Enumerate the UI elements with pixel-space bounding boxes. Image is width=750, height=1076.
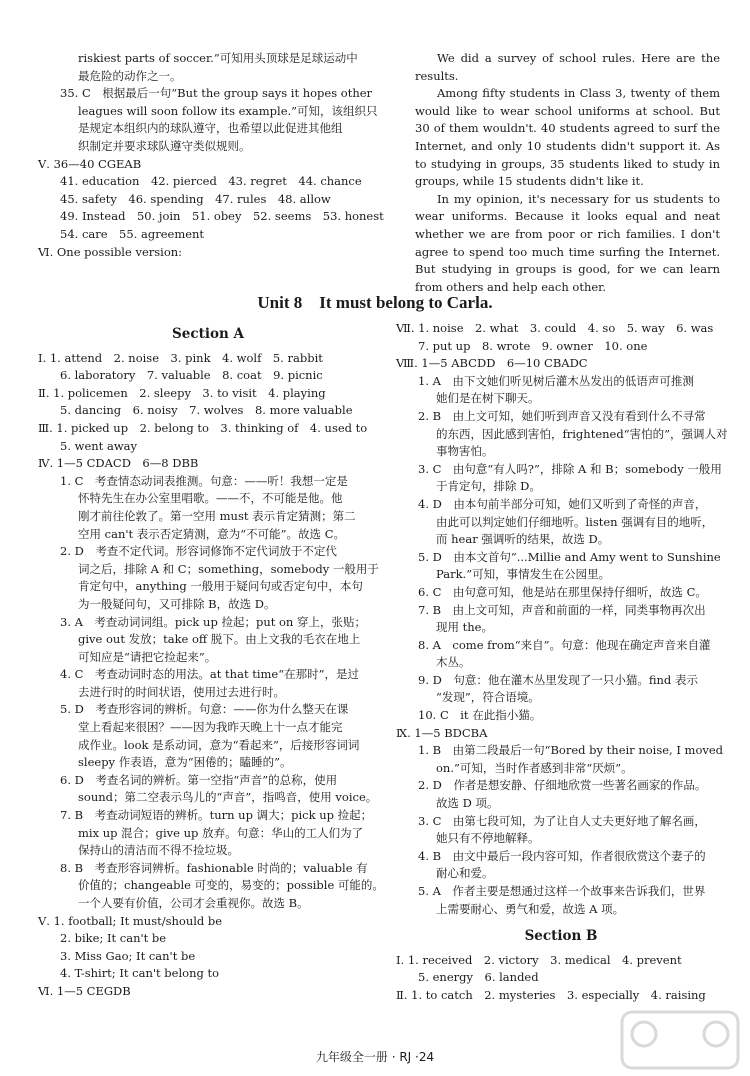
section-a-heading: Section A [172, 326, 244, 342]
answer-line: 4. C 考查动词时态的用法。at that time“在那时”，是过 [60, 667, 359, 682]
answer-line: 最危险的动作之一。 [78, 68, 182, 83]
section-b-heading: Section B [524, 928, 598, 945]
answer-line: Ⅱ. 1. to catch 2. mysteries 3. especially 4. raising [396, 987, 706, 1002]
answer-line: Ⅱ. 1. policemen 2. sleepy 3. to visit 4. playing [38, 385, 326, 400]
answer-line: 2. B 由上文可知，她们听到声音又没有看到什么不寻常 [418, 408, 706, 423]
section-a-answers [38, 350, 384, 1001]
answer-line: 35. C 根据最后一句“But the group says it hopes other [60, 86, 373, 101]
answer-line: 上需要耐心、勇气和爱，故选 A 项。 [436, 901, 625, 916]
answer-line: sound；第二空表示鸟儿的“声音”，指鸣音，使用 voice。 [78, 790, 378, 805]
answer-line: 5. A 作者主要是想通过这样一个故事来告诉我们，世界 [418, 884, 706, 898]
answer-line: 耐心和爱。 [436, 866, 494, 881]
answer-line: give out 发放；take off 脱下。由上文我的毛衣在地上 [78, 632, 361, 647]
answer-line: 她们是在树下聊天。 [436, 391, 540, 406]
answer-line: 的东西，因此感到害怕，frightened“害怕的”，强调人对 [436, 426, 728, 441]
answer-line: 49. Instead 50. join 51. obey 52. seems 53. honest [60, 209, 384, 224]
answer-line: mix up 混合；give up 放弃。句意：华山的工人们为了 [78, 825, 364, 840]
section-b-answers [396, 952, 726, 1005]
answer-line: 6. D 考查名词的辨析。第一空指“声音”的总称，使用 [60, 772, 338, 787]
answer-line: 8. A come from“来自”。句意：他现在确定声音来自灌 [418, 637, 711, 652]
answer-line: Ⅰ. 1. received 2. victory 3. medical 4. prevent [396, 952, 682, 967]
answer-line: 1. A 由下文她们听见树后灌木丛发出的低语声可推测 [418, 373, 694, 388]
answer-line: 2. D 作者是想安静、仔细地欣赏一些著名画家的作品。 [418, 778, 707, 793]
answer-line: 保持山的清洁而不得不捡垃圾。 [78, 843, 239, 858]
answer-line: on.”可知，当时作者感到非常“厌烦”。 [436, 760, 633, 775]
answer-line: 5. dancing 6. noisy 7. wolves 8. more valuable [60, 403, 353, 418]
answer-line: 5. went away [60, 438, 138, 453]
page-footer: 九年级全一册 · RJ ·24 [315, 1050, 435, 1064]
answer-line: 7. B 由上文可知，声音和前面的一样，同类事物再次出 [418, 602, 706, 617]
answer-line: 5. D 考查形容词的辨析。句意：——你为什么整天在课 [60, 702, 349, 717]
answer-line: 1. C 考查情态动词表推测。句意：——听！我想一定是 [60, 473, 348, 488]
answer-line: 现用 the。 [436, 620, 493, 635]
answer-line: 8. B 考查形容词辨析。fashionable 时尚的；valuable 有 [60, 860, 368, 875]
section-a-answers-cont [396, 320, 726, 918]
top-left-answers [38, 50, 384, 261]
answer-line: 2. bike; It can't be [60, 931, 167, 946]
right-column [396, 320, 726, 1005]
answer-line: 而 hear 强调听的结果，故选 D。 [436, 532, 610, 547]
answer-line: Ⅳ. 1—5 CDACD 6—8 DBB [38, 456, 199, 471]
answer-line: 词之后，排除 A 和 C；something，somebody 一般用于 [78, 561, 379, 576]
answer-line: 3. Miss Gao; It can't be [60, 948, 196, 963]
essay-paragraph: Among fifty students in Class 3, twenty of them would like to wear school uniforms at school. But 30 of them wouldn't. 40 students agreed to surf the Internet, and only 10 students didn't support it. As to studying in groups, 35 students liked to study in groups, while 15 students didn't like it. [415, 86, 720, 189]
answer-line: 6. laboratory 7. valuable 8. coat 9. picnic [60, 368, 323, 383]
answer-line: 4. B 由文中最后一段内容可知，作者很欣赏这个妻子的 [418, 848, 706, 863]
answer-line: 3. C 由第七段可知，为了让自人丈夫更好地了解名画， [418, 813, 706, 828]
answer-line: 一个人要有价值，公司才会重视你。故选 B。 [78, 896, 309, 910]
answer-line: 3. A 考查动词词组。pick up 捡起；put on 穿上，张贴； [60, 614, 366, 629]
answer-line: Ⅵ. One possible version: [38, 244, 183, 259]
answer-line: 41. education 42. pierced 43. regret 44. chance [60, 174, 362, 189]
answer-line: 肯定句中，anything 一般用于疑问句或否定句中，本句 [78, 579, 363, 594]
answer-line: 9. D 句意：他在灌木丛里发现了一只小猫。find 表示 [418, 672, 698, 687]
answer-line: 价值的；changeable 可变的，易变的；possible 可能的。 [78, 878, 384, 893]
answer-line: 去进行时的时间状语，使用过去进行时。 [78, 684, 285, 699]
answer-line: Ⅶ. 1. noise 2. what 3. could 4. so 5. way 6. was [396, 321, 714, 335]
answer-line: 她只有不停地解释。 [436, 831, 540, 846]
answer-line: 堂上看起来很困？——因为我昨天晚上十一点才能完 [78, 720, 343, 735]
essay-paragraph: We did a survey of school rules. Here are the results. [415, 51, 720, 83]
answer-line: 6. C 由句意可知，他是站在那里保持仔细听，故选 C。 [418, 584, 707, 599]
answer-line: sleepy 作表语，意为“困倦的；瞌睡的”。 [78, 755, 292, 770]
answer-line: Ⅲ. 1. picked up 2. belong to 3. thinking of 4. used to [38, 420, 368, 435]
answer-line: 7. put up 8. wrote 9. owner 10. one [418, 338, 648, 353]
answer-line: 成作业。look 是系动词，意为“看起来”，后接形容词词 [78, 737, 360, 752]
answer-line: 45. safety 46. spending 47. rules 48. allow [60, 191, 331, 206]
answer-line: 10. C it 在此指小猫。 [418, 708, 542, 723]
answer-line: 织制定并要求球队遵守类似规则。 [78, 138, 251, 153]
answer-line: Ⅴ. 36—40 CGEAB [38, 156, 142, 171]
answer-line: 3. C 由句意“有人吗?”，排除 A 和 B；somebody 一般用 [418, 461, 722, 476]
answer-line: “发现”，符合语境。 [436, 690, 540, 705]
answer-line: Ⅵ. 1—5 CEGDB [38, 983, 131, 998]
answer-line: 7. B 考查动词短语的辨析。turn up 调大；pick up 捡起； [60, 808, 373, 823]
answer-line: Ⅸ. 1—5 BDCBA [396, 725, 488, 740]
answer-line: 空用 can't 表示否定猜测，意为“不可能”。故选 C。 [78, 526, 346, 541]
answer-line: riskiest parts of soccer.”可知用头顶球是足球运动中 [78, 51, 358, 65]
answer-line: 可知应是“请把它捡起来”。 [78, 649, 217, 664]
essay-paragraph: In my opinion, it's necessary for us students to wear uniforms. Because it looks equal and neat whether we are from poor or rich families. I don't agree to spend too much time surfing the Internet. But studying in groups is good, for we can learn from others and help each other. [415, 191, 720, 294]
answer-line: 5. D 由本文首句“...Millie and Amy went to Sunshine [418, 549, 721, 564]
answer-line: Ⅷ. 1—5 ABCDD 6—10 CBADC [396, 356, 588, 371]
answer-line: 为一般疑问句，又可排除 B，故选 D。 [78, 596, 276, 611]
answer-line: 54. care 55. agreement [60, 226, 205, 241]
answer-line: 怀特先生在办公室里唱歌。——不，不可能是他。他 [78, 491, 343, 506]
answer-line: Ⅴ. 1. football; It must/should be [38, 913, 223, 928]
answer-line: 4. T-shirt; It can't belong to [60, 966, 220, 981]
sample-essay [415, 50, 720, 296]
answer-line: 由此可以判定她们仔细地听。listen 强调有目的地听， [436, 514, 714, 529]
answer-line: 于肯定句，排除 D。 [436, 479, 541, 494]
answer-line: leagues will soon follow its example.”可知，该组织只 [78, 103, 378, 118]
answer-line: 故选 D 项。 [436, 796, 499, 811]
watermark-logo [620, 1010, 740, 1070]
answer-line: Ⅰ. 1. attend 2. noise 3. pink 4. wolf 5. rabbit [38, 350, 323, 365]
answer-line: 事物害怕。 [436, 444, 494, 459]
unit-title: Unit 8 It must belong to Carla. [257, 293, 493, 312]
answer-line: 木丛。 [436, 655, 471, 670]
answer-line: 4. D 由本句前半部分可知，她们又听到了奇怪的声音， [418, 496, 707, 511]
answer-line: Park.”可知，事情发生在公园里。 [436, 567, 611, 582]
answer-line: 刚才前往伦敦了。第一空用 must 表示肯定猜测；第二 [78, 508, 356, 523]
answer-line: 5. energy 6. landed [418, 970, 539, 985]
answer-line: 1. B 由第二段最后一句“Bored by their noise, I moved [418, 743, 724, 758]
answer-line: 是规定本组织内的球队遵守，也希望以此促进其他组 [78, 121, 343, 136]
left-column [38, 326, 384, 1001]
answer-line: 2. D 考查不定代词。形容词修饰不定代词放于不定代 [60, 544, 337, 559]
